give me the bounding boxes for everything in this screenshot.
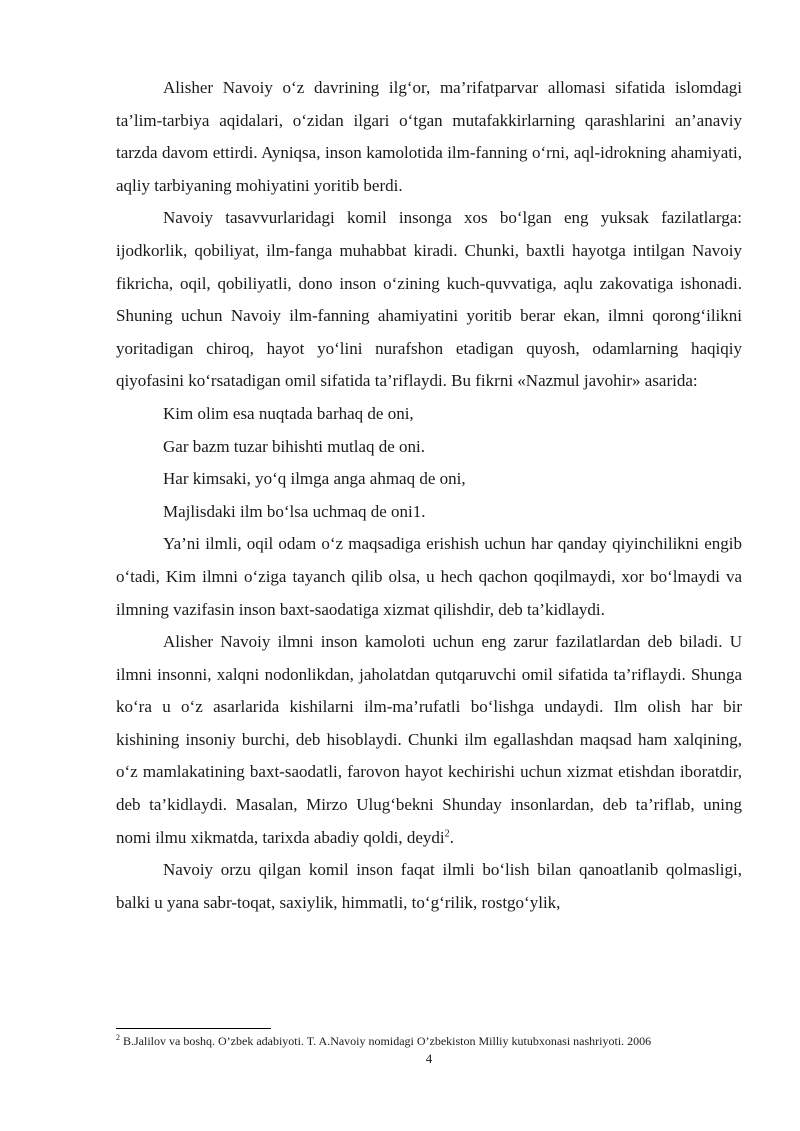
paragraph-1: Alisher Navoiy o‘z davrining ilg‘or, ma’rifatparvar allomasi sifatida islomdagi ta’lim-tarbiya aqidalari, o‘zidan ilgari o‘tgan mutafakkirlarning qarashlarini an’anaviy tarzda davom ettirdi. Ayniqsa, inson kamolotida ilm-fanning o‘rni, aql-idrokning ahamiyati, aqliy tarbiyaning mohiyatini yoritib berdi. <box>116 78 742 195</box>
footnote-reference[interactable]: 2 <box>444 828 450 839</box>
page-number: 4 <box>425 1051 433 1066</box>
paragraph-5: Navoiy orzu qilgan komil inson faqat ilmli bo‘lish bilan qanoatlanib qolmasligi, balki u yana sabr-toqat, saxiylik, himmatli, to‘g‘rilik, rostgo‘ylik, <box>116 860 742 912</box>
verse-line-3: Har kimsaki, yo‘q ilmga anga ahmaq de oni, <box>163 469 466 489</box>
paragraph-4 <box>116 626 742 854</box>
paragraph-4-tail: . <box>449 827 454 847</box>
footnote-separator <box>116 1028 271 1029</box>
footnote-marker: 2 <box>116 1033 120 1042</box>
document-body <box>116 72 742 919</box>
verse-line-1: Kim olim esa nuqtada barhaq de oni, <box>163 403 414 423</box>
verse-line-4: Majlisdaki ilm bo‘lsa uchmaq de oni1. <box>163 501 426 521</box>
footnote-text: B.Jalilov va boshq. O’zbek adabiyoti. T. A.Navoiy nomidagi O’zbekiston Milliy kutubxonasi nashriyoti. 2006 <box>120 1034 652 1048</box>
paragraph-4-text: Alisher Navoiy ilmni inson kamoloti uchun eng zarur fazilatlardan deb biladi. U ilmni insonni, xalqni nodonlikdan, jaholatdan qutqaruvchi omil sifatida ta’riflaydi. Shunga ko‘ra u o‘z asarlarida kishilarni ilm-ma’rufatli bo‘lishga undaydi. Ilm olish har bir kishining insoniy burchi, deb hisoblaydi. Chunki ilm egallashdan maqsad ham xalqining, o‘z mamlakatining baxt-saodatli, farovon hayot kechirishi uchun xizmat etishdan iboratdir, deb ta’kidlaydi. Masalan, Mirzo Ulug‘bekni Shunday insonlardan, deb ta’riflab, uning nomi ilmu xikmatda, tarixda abadiy qoldi, deydi <box>116 632 742 847</box>
footnote <box>116 1034 756 1049</box>
verse-line-2: Gar bazm tuzar bihishti mutlaq de oni. <box>163 436 426 456</box>
paragraph-2: Navoiy tasavvurlaridagi komil insonga xos bo‘lgan eng yuksak fazilatlarga: ijodkorlik, qobiliyat, ilm-fanga muhabbat kiradi. Chunki, baxtli hayotga intilgan Navoiy fikricha, oqil, qobiliyatli, dono inson o‘zining kuch-quvvatiga, aqlu zakovatiga ishonadi. Shuning uchun Navoiy ilm-fanning ahamiyatini yoritib berar ekan, ilmni qorong‘ilikni yoritadigan chiroq, hayot yo‘lini nurafshon etadigan quyosh, odamlarning haqiqiy qiyofasini ko‘rsatadigan omil sifatida ta’riflaydi. Bu fikrni «Nazmul javohir» asarida: <box>116 208 742 391</box>
paragraph-3: Ya’ni ilmli, oqil odam o‘z maqsadiga erishish uchun har qanday qiyinchilikni engib o‘tadi, Kim ilmni o‘ziga tayanch qilib olsa, u hech qachon qoqilmaydi, xor bo‘lmaydi va ilmning vazifasin inson baxt-saodatiga xizmat qilishdir, deb ta’kidlaydi. <box>116 534 742 619</box>
